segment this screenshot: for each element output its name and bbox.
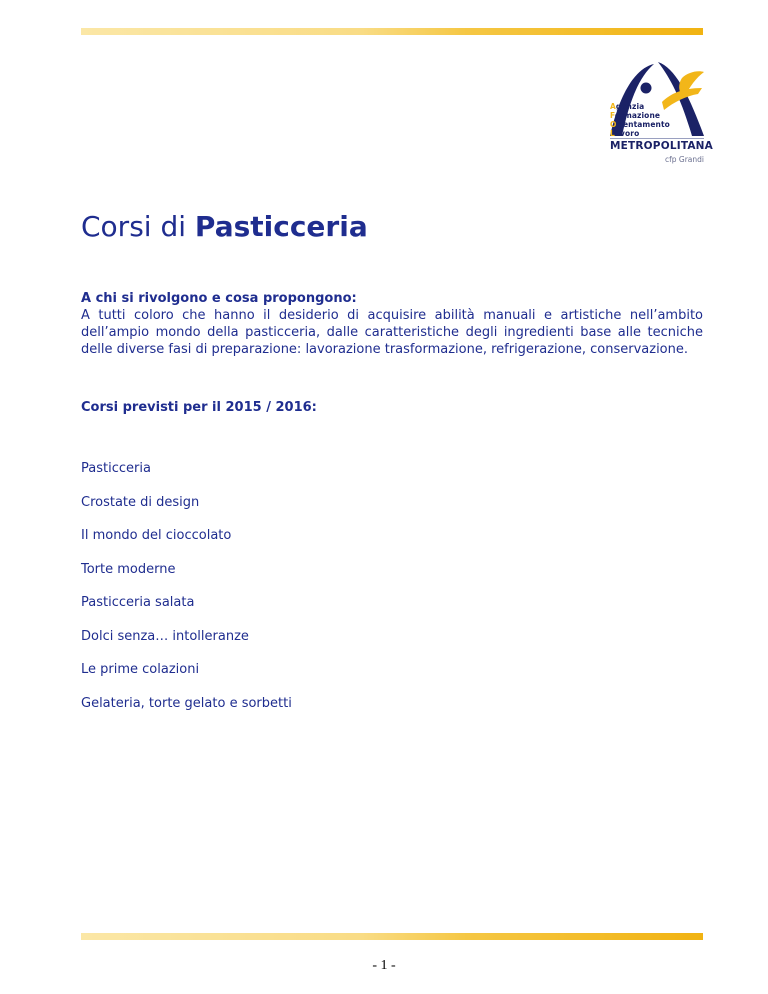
list-item: Torte moderne	[81, 561, 176, 577]
course-list	[81, 460, 292, 728]
list-item: Dolci senza… intolleranze	[81, 628, 249, 644]
afol-logo	[606, 58, 714, 176]
logo-wordmark: Agenzia Formazione Orientamento Lavoro	[610, 102, 670, 138]
header-decorative-bar	[81, 28, 703, 35]
title-strong: Pasticceria	[194, 210, 368, 243]
intro-heading: A chi si rivolgono e cosa propongono:	[81, 291, 357, 306]
intro-section	[81, 290, 703, 358]
list-item: Gelateria, torte gelato e sorbetti	[81, 695, 292, 711]
logo-name: METROPOLITANA	[610, 140, 714, 152]
intro-body: A tutti coloro che hanno il desiderio di acquisire abilità manuali e artistiche nell’ambito dell’ampio mondo della pasticceria, dalle caratteristiche degli ingredienti base alle tecniche delle diverse fasi di preparazione: lavorazione trasformazione, refrigerazione, conservazione.	[81, 308, 703, 357]
list-item: Le prime colazioni	[81, 662, 200, 677]
footer-decorative-bar	[81, 933, 703, 940]
list-item: Il mondo del cioccolato	[81, 528, 232, 543]
list-item: Pasticceria salata	[81, 595, 195, 610]
list-item: Crostate di design	[81, 494, 200, 510]
page-title	[81, 210, 368, 243]
courses-heading: Corsi previsti per il 2015 / 2016:	[81, 400, 317, 415]
title-prefix: Corsi di	[81, 210, 187, 243]
logo-subtitle: cfp Grandi	[665, 155, 704, 164]
logo-divider	[610, 138, 704, 139]
page-number: - 1 -	[372, 958, 396, 973]
list-item: Pasticceria	[81, 461, 151, 476]
